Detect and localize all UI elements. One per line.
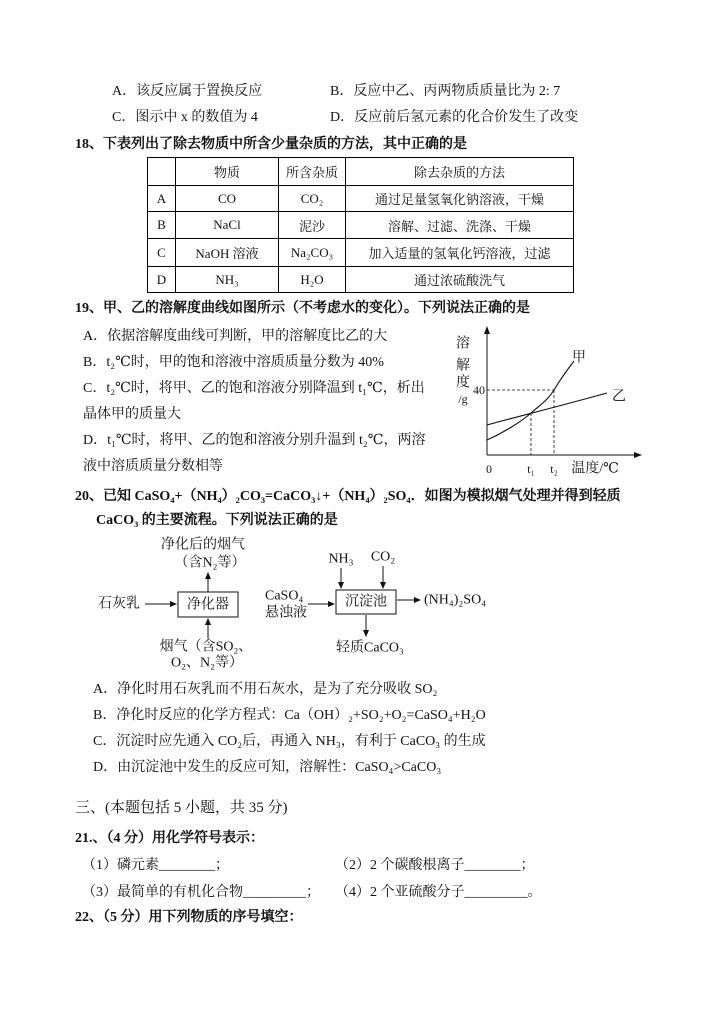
- ammonium-sulfate-label: (NH₄)₂SO₄: [424, 592, 487, 608]
- curve-jia: [487, 361, 574, 440]
- table-header-row: [148, 158, 574, 186]
- y-axis-arrowhead: [484, 326, 490, 334]
- table-cell: 通过浓硫酸洗气: [346, 267, 574, 293]
- table-row: [148, 267, 574, 293]
- arrowhead: [205, 618, 211, 625]
- q21-item-3: （3）最简单的有机化合物_________；: [82, 885, 320, 900]
- q17-option-b: B．反应中乙、丙两物质质量比为 2: 7: [330, 84, 561, 99]
- lime-milk-label: 石灰乳: [98, 596, 140, 612]
- q18-stem: 18、下表列出了除去物质中所含少量杂质的方法，其中正确的是: [75, 137, 467, 152]
- x-tick-t1: t₁: [527, 462, 535, 476]
- y-axis-label-char: 解: [456, 358, 470, 374]
- table-header-cell: 物质: [176, 158, 279, 186]
- table-cell: NaCl: [176, 212, 279, 239]
- suspension-label: 悬浊液: [265, 605, 307, 621]
- q19-option-b: B．t₂℃时，甲的饱和溶液中溶质质量分数为 40%: [83, 355, 384, 370]
- table-cell: 泥沙: [279, 212, 346, 239]
- q21-stem: 21.、（4 分）用化学符号表示：: [75, 831, 264, 846]
- q20-stem: 20、已知 CaSO₄+（NH₄）₂CO₃=CaCO₃↓+（NH₄）₂SO₄．如图为模拟烟气处理并得到轻质: [75, 489, 621, 504]
- table-cell: C: [148, 239, 176, 267]
- nh3-label: NH₃: [328, 551, 354, 567]
- q17-option-a: A．该反应属于置换反应: [112, 84, 263, 99]
- x-tick-t2: t₂: [550, 462, 558, 476]
- q19-stem: 19、甲、乙的溶解度曲线如图所示（不考虑水的变化）。下列说法正确的是: [75, 301, 530, 316]
- curve-yi-label: 乙: [612, 389, 626, 405]
- q19-option-d: D．t₁℃时，将甲、乙的饱和溶液分别升温到 t₂℃，两溶: [83, 433, 426, 448]
- q20-option-b: B．净化时反应的化学方程式：Ca（OH）₂+SO₂+O₂=CaSO₄+H₂O: [93, 708, 486, 723]
- table-row: [148, 239, 574, 267]
- table-cell: 加入适量的氢氧化钙溶液，过滤: [346, 239, 574, 267]
- section-title: 三、(本题包括 5 小题，共 35 分): [75, 800, 288, 816]
- table-cell: 溶解、过滤、洗涤、干燥: [346, 212, 574, 239]
- q20-option-a: A．净化时用石灰乳而不用石灰水，是为了充分吸收 SO₂: [93, 682, 438, 697]
- y-tick-40: 40: [473, 383, 485, 397]
- q20-stem-continued: CaCO₃ 的主要流程。下列说法正确的是: [96, 513, 338, 528]
- table-header-cell: 除去杂质的方法: [346, 158, 574, 186]
- q20-option-c: C．沉淀时应先通入 CO₂后，再通入 NH₃，有利于 CaCO₃ 的生成: [93, 734, 486, 749]
- x-axis-arrowhead: [634, 452, 642, 458]
- table-header-cell: 所含杂质: [279, 158, 346, 186]
- table-cell: H₂O: [279, 267, 346, 293]
- flue-gas-flow-diagram: [85, 532, 505, 672]
- table-cell: CO₂: [279, 186, 346, 212]
- flue-gas-note: O₂、N₂等）: [171, 655, 243, 671]
- co2-label: CO₂: [370, 549, 396, 565]
- q20-option-d: D．由沉淀池中发生的反应可知，溶解性：CaSO₄>CaCO₃: [93, 760, 442, 775]
- table-cell: D: [148, 267, 176, 293]
- light-caco3-label: 轻质CaCO₃: [336, 640, 404, 656]
- y-axis-label-char: 度: [456, 375, 470, 391]
- table-row: [148, 186, 574, 212]
- table-cell: 通过足量氢氧化钠溶液，干燥: [346, 186, 574, 212]
- settling-tank-label: 沉淀池: [345, 594, 387, 610]
- q21-item-1: （1）磷元素________；: [82, 858, 229, 873]
- y-axis-label-unit: /g: [458, 392, 468, 406]
- purified-gas-label: 净化后的烟气: [161, 537, 245, 553]
- arrowhead: [380, 582, 386, 589]
- arrowhead: [414, 597, 421, 603]
- table-cell: Na₂CO₃: [279, 239, 346, 267]
- curve-jia-label: 甲: [572, 350, 586, 366]
- q19-option-d-continued: 液中溶质质量分数相等: [83, 459, 223, 474]
- q17-option-d: D．反应前后氢元素的化合价发生了改变: [330, 110, 579, 125]
- solubility-graph: [450, 320, 650, 480]
- arrowhead: [170, 601, 177, 607]
- y-axis-label-char: 溶: [456, 336, 470, 352]
- q21-item-2: （2）2 个碳酸根离子________；: [335, 858, 535, 873]
- purifier-label: 净化器: [187, 597, 229, 613]
- table-cell: B: [148, 212, 176, 239]
- curve-yi: [487, 393, 607, 425]
- impurity-table: [147, 157, 574, 293]
- table-cell: NH₃: [176, 267, 279, 293]
- purified-gas-note: （含N₂等）: [174, 555, 246, 571]
- table-header-cell: [148, 158, 176, 186]
- arrowhead: [328, 601, 335, 607]
- table-cell: CO: [176, 186, 279, 212]
- q21-item-4: （4）2 个亚硫酸分子_________。: [335, 885, 542, 900]
- arrowhead: [205, 572, 211, 579]
- q19-option-c: C．t₂℃时，将甲、乙的饱和溶液分别降温到 t₁℃，析出: [83, 381, 425, 396]
- arrowhead: [338, 582, 344, 589]
- q19-option-c-continued: 晶体甲的质量大: [83, 407, 181, 422]
- table-cell: NaOH 溶液: [176, 239, 279, 267]
- x-axis-label: 温度/℃: [571, 461, 619, 477]
- table-row: [148, 212, 574, 239]
- q19-option-a: A．依据溶解度曲线可判断，甲的溶解度比乙的大: [83, 329, 388, 344]
- origin-label: 0: [486, 462, 492, 476]
- table-cell: A: [148, 186, 176, 212]
- flue-gas-label: 烟气（含SO₂、: [159, 639, 253, 655]
- arrowhead: [363, 630, 369, 637]
- q22-stem: 22、（5 分）用下列物质的序号填空：: [75, 910, 303, 925]
- q17-option-c: C．图示中 x 的数值为 4: [112, 110, 258, 125]
- caso4-label: CaSO₄: [265, 588, 304, 604]
